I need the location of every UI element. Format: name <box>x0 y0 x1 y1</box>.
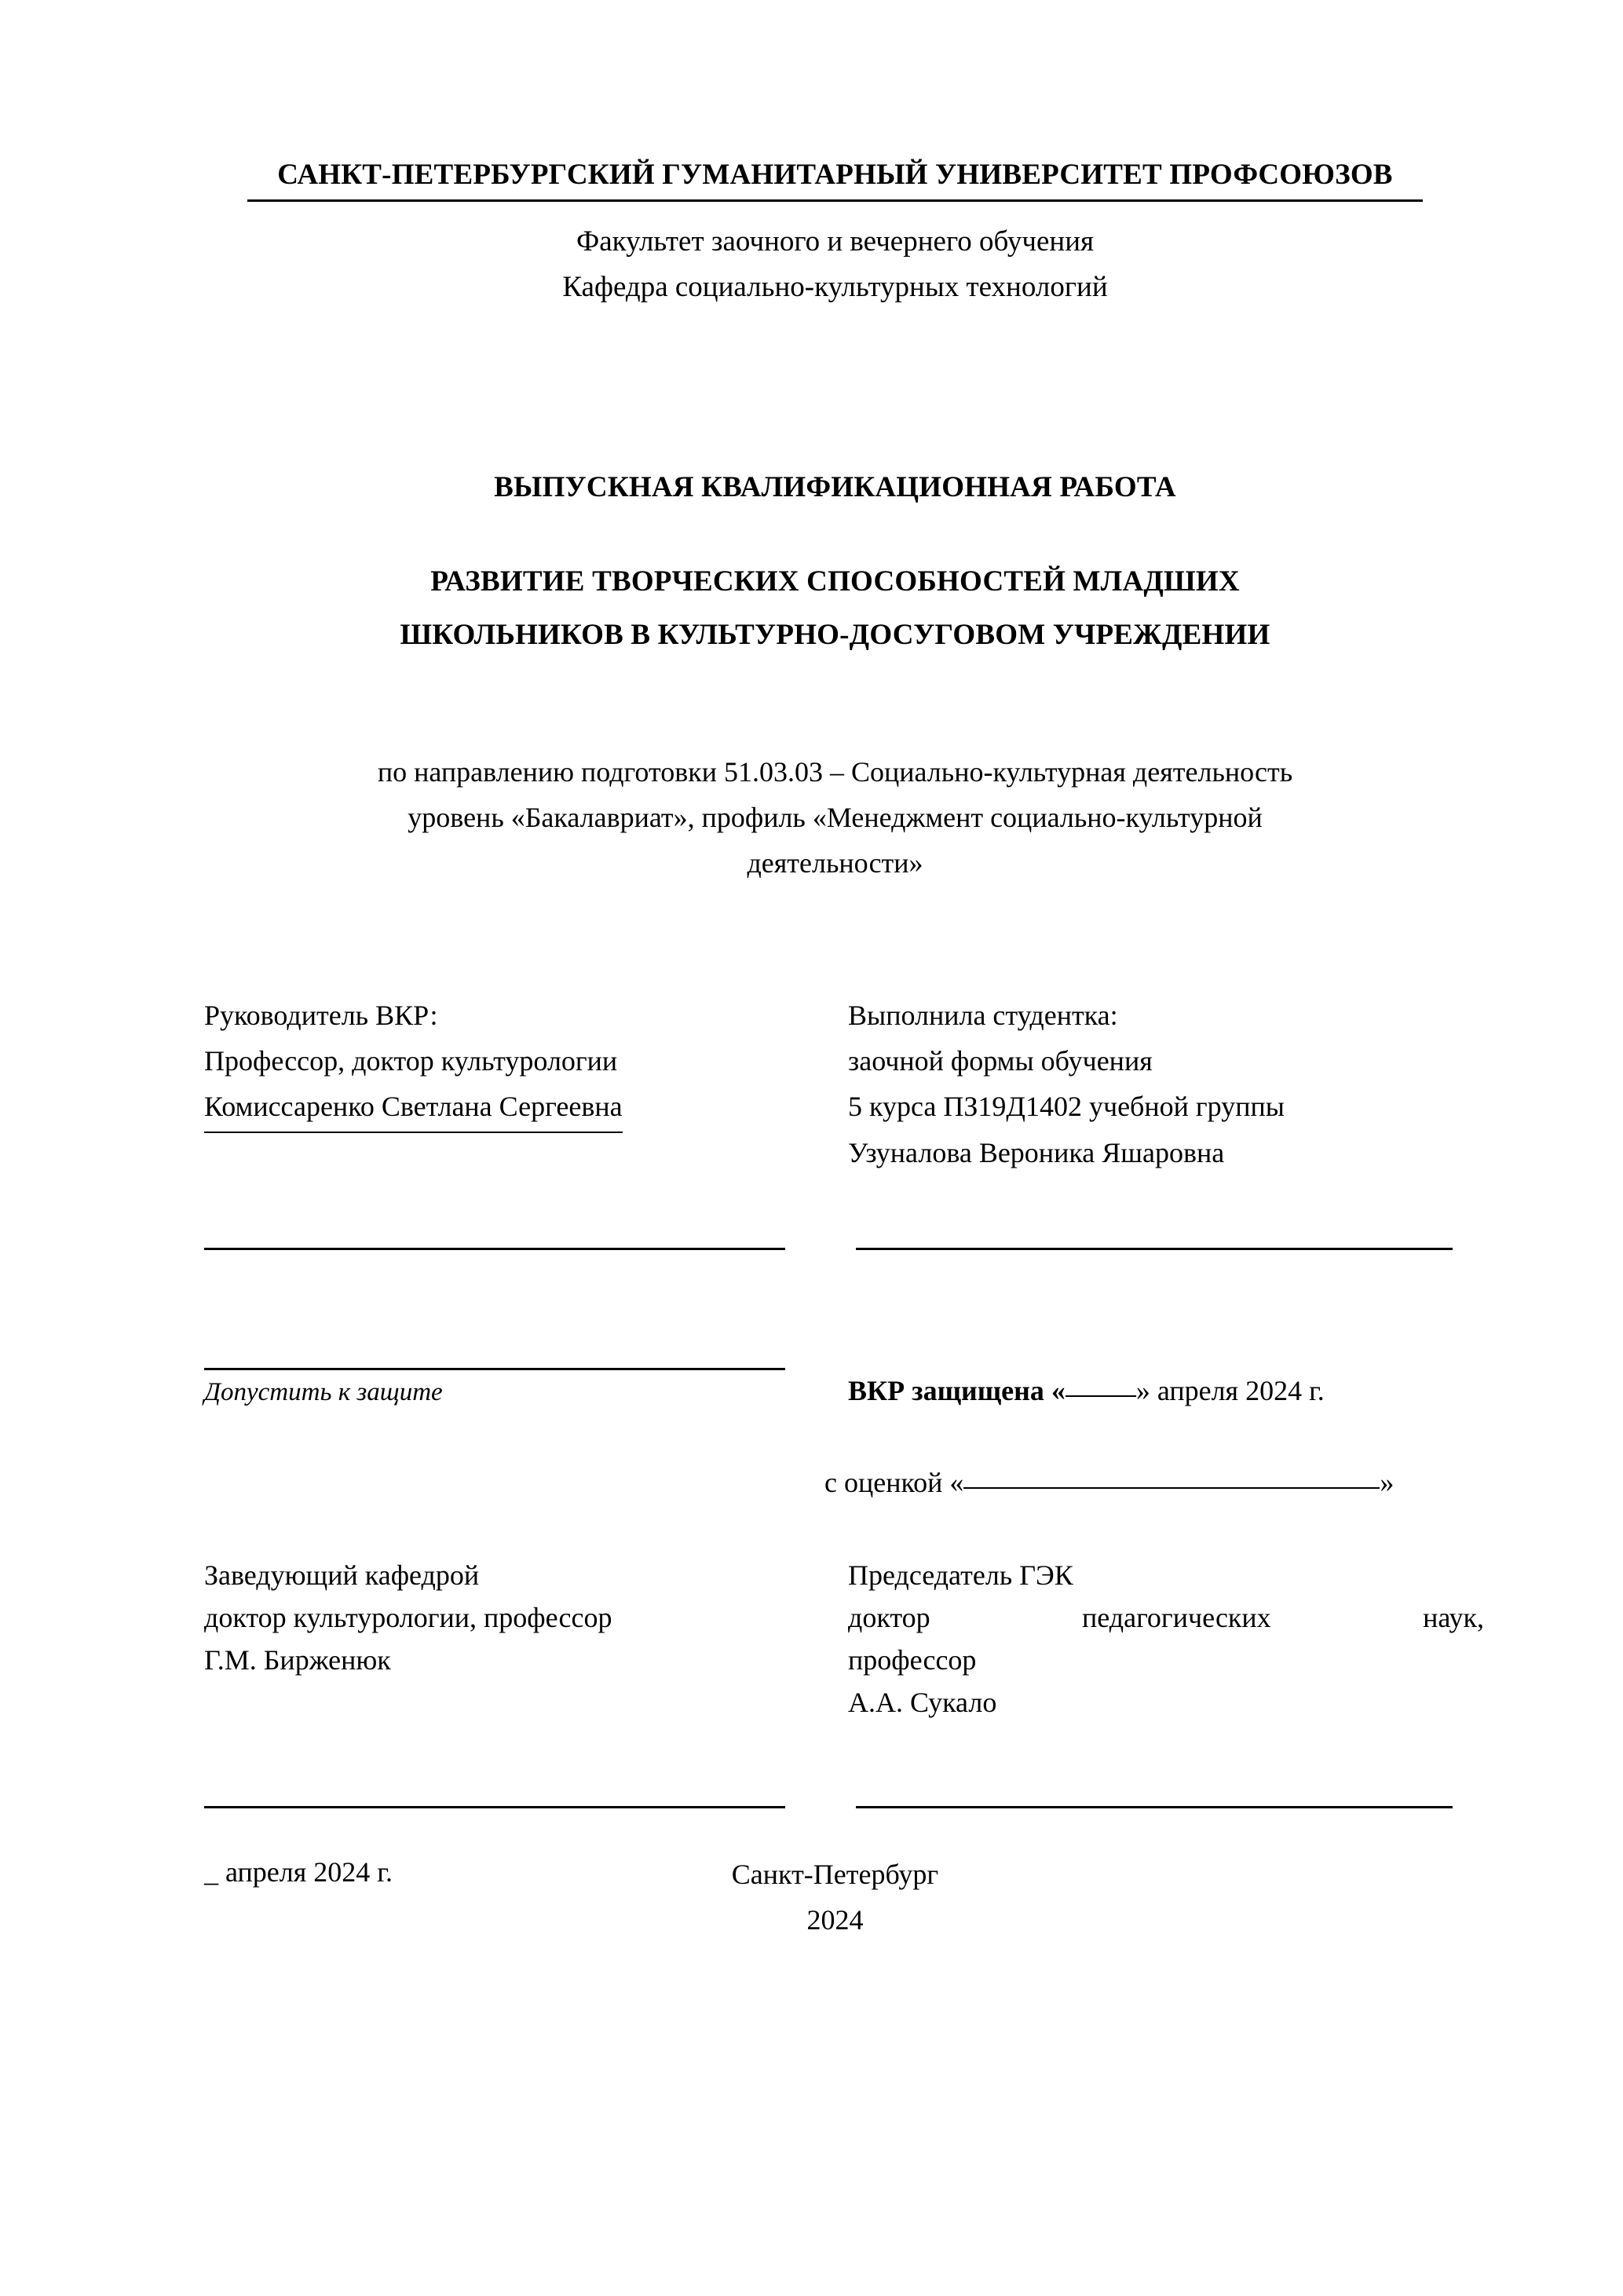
supervisor-name: Комиссаренко Светлана Сергеевна <box>204 1084 623 1132</box>
signature-rules-row <box>204 1248 1466 1250</box>
student-name: Узуналова Вероника Яшаровна <box>848 1136 1225 1168</box>
direction-block <box>204 749 1466 887</box>
student-form: заочной формы обучения <box>848 1045 1153 1077</box>
direction-line-3: деятельности» <box>747 847 923 879</box>
direction-line-2: уровень «Бакалавриат», профиль «Менеджмент социально-культурной <box>408 802 1263 834</box>
chairman-label: Председатель ГЭК <box>848 1559 1073 1591</box>
people-block <box>204 1554 1484 1724</box>
work-title-line-1: РАЗВИТИЕ ТВОРЧЕСКИХ СПОСОБНОСТЕЙ МЛАДШИХ <box>430 565 1240 598</box>
head-of-department-block <box>204 1554 824 1724</box>
university-name: САНКТ-ПЕТЕРБУРГСКИЙ ГУМАНИТАРНЫЙ УНИВЕРСИТЕТ ПРОФСОЮЗОВ <box>277 159 1393 191</box>
supervisor-label: Руководитель ВКР: <box>204 999 438 1031</box>
signature-rule-right <box>856 1248 1453 1250</box>
supervisor-block <box>204 993 824 1175</box>
work-title-line-2: ШКОЛЬНИКОВ В КУЛЬТУРНО-ДОСУГОВОМ УЧРЕЖДЕНИИ <box>400 619 1270 652</box>
student-group: 5 курса ПЗ19Д1402 учебной группы <box>848 1091 1285 1123</box>
defense-date-line <box>824 1374 1466 1407</box>
work-title <box>204 555 1466 663</box>
chairman-position-a: доктор <box>848 1602 930 1633</box>
chairman-position-c: наук, <box>1423 1602 1484 1633</box>
defense-row <box>204 1368 1466 1407</box>
student-label: Выполнила студентка: <box>848 999 1118 1031</box>
supervisor-position: Профессор, доктор культурологии <box>204 1045 618 1077</box>
chairman-position-line <box>848 1596 1484 1639</box>
bottom-rule-gap <box>785 1806 856 1808</box>
signature-rule-left <box>204 1248 785 1250</box>
footer-year: 2024 <box>806 1903 864 1936</box>
defense-label: ВКР защищена « <box>848 1375 1066 1406</box>
admission-rule <box>204 1368 785 1370</box>
supervisor-student-block <box>204 993 1466 1175</box>
signature-rule-gap <box>785 1248 856 1250</box>
header-divider <box>247 199 1423 202</box>
header-block <box>204 157 1466 309</box>
admission-caption: Допустить к защите <box>204 1378 443 1406</box>
department-name: Кафедра социально-культурных технологий <box>562 270 1108 303</box>
chairman-position-d: профессор <box>848 1644 977 1676</box>
chairman-block <box>824 1554 1484 1724</box>
admission-block <box>204 1368 824 1407</box>
chairman-position-b: педагогических <box>1082 1602 1271 1633</box>
direction-line-1: по направлению подготовки 51.03.03 – Социально-культурная деятельность <box>377 755 1293 788</box>
faculty-name: Факультет заочного и вечернего обучения <box>576 225 1095 258</box>
grade-row <box>204 1466 1466 1499</box>
head-name: Г.М. Бирженюк <box>204 1644 391 1676</box>
grade-close: » <box>1380 1467 1395 1498</box>
defense-day-blank <box>1066 1395 1136 1397</box>
student-block <box>824 993 1466 1175</box>
head-label: Заведующий кафедрой <box>204 1559 480 1591</box>
head-position: доктор культурологии, профессор <box>204 1602 612 1633</box>
supervisor-name-wrap <box>204 1084 824 1132</box>
work-type: ВЫПУСКНАЯ КВАЛИФИКАЦИОННАЯ РАБОТА <box>494 470 1176 503</box>
bottom-rule-left <box>204 1806 785 1808</box>
faculty-block <box>204 219 1466 309</box>
grade-label: с оценкой « <box>824 1467 964 1498</box>
bottom-rules-row <box>204 1806 1466 1808</box>
defense-date-suffix: » апреля 2024 г. <box>1135 1375 1325 1406</box>
footer-date: _ апреля 2024 г. <box>204 1856 393 1888</box>
grade-blank <box>963 1487 1380 1489</box>
bottom-rule-right <box>856 1806 1453 1808</box>
footer-city: Санкт-Петербург <box>731 1859 939 1890</box>
chairman-name: А.А. Сукало <box>848 1687 997 1718</box>
